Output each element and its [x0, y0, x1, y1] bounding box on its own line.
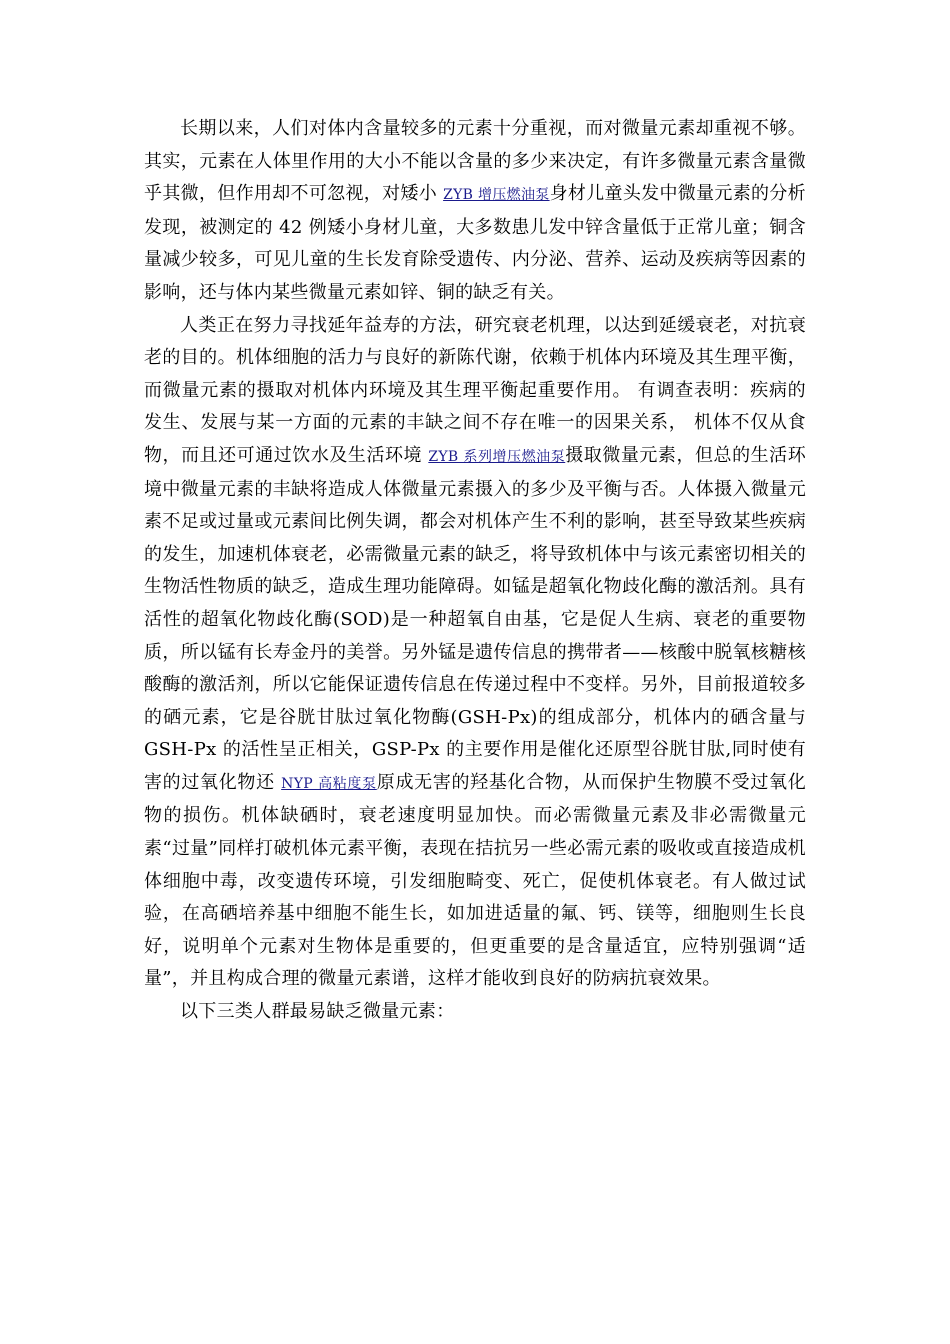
- paragraph-three-groups: [144, 996, 806, 1029]
- link-nyp-high-viscosity-pump[interactable]: NYP 高粘度泵: [281, 775, 377, 792]
- paragraph-text: 长期以来，人们对体内含量较多的元素十分重视，而对微量元素却重视不够。其实，元素在人体里作用的大小不能以含量的多少来决定，有许多微量元素含量微乎其微，但作用却不可忽视，对矮小: [144, 118, 806, 205]
- link-zyb-series-booster-fuel-pump[interactable]: ZYB 系列增压燃油泵: [428, 448, 566, 465]
- paragraph-text: 原成无害的羟基化合物，从而保护生物膜不受过氧化物的损伤。机体缺硒时，衰老速度明显加快。而必需微量元素及非必需微量元素“过量”同样打破机体元素平衡，表现在拮抗另一些必需元素的吸收或直接造成机体细胞中毒，改变遗传环境，引发细胞畸变、死亡，促使机体衰老。有人做过试验，在高硒培养基中细胞不能生长，如加进适量的氟、钙、镁等，细胞则生长良好，说明单个元素对生物体是重要的，但更重要的是含量适宜，应特别强调“适量”，并且构成合理的微量元素谱，这样才能收到良好的防病抗衰效果。: [144, 771, 806, 990]
- paragraph-text: 摄取微量元素，但总的生活环境中微量元素的丰缺将造成人体微量元素摄入的多少及平衡与否。人体摄入微量元素不足或过量或元素间比例失调，都会对机体产生不利的影响，甚至导致某些疾病的发生，加速机体衰老，必需微量元素的缺乏，将导致机体中与该元素密切相关的生物活性物质的缺乏，造成生理功能障碍。如锰是超氧化物歧化酶的激活剂。具有活性的超氧化物歧化酶(SOD)是一种超氧自由基，它是促人生病、衰老的重要物质，所以锰有长寿金丹的美誉。另外锰是遗传信息的携带者——核酸中脱氧核糖核酸酶的激活剂，所以它能保证遗传信息在传递过程中不变样。另外，目前报道较多的硒元素，它是谷胱甘肽过氧化物酶(GSH-Px)的组成部分，机体内的硒含量与 GSH-Px 的活性呈正相关，GSP-Px 的主要作用是催化还原型谷胱甘肽,同时使有害的过氧化物还: [144, 444, 806, 793]
- paragraph-text: 人类正在努力寻找延年益寿的方法，研究衰老机理，以达到延缓衰老，对抗衰老的目的。机体细胞的活力与良好的新陈代谢，依赖于机体内环境及其生理平衡，而微量元素的摄取对机体内环境及其生理平衡起重要作用。 有调查表明：疾病的发生、发展与某一方面的元素的丰缺之间不存在唯一的因果关系， 机体不仅从食物，而且还可通过饮水及生活环境: [144, 314, 806, 466]
- paragraph-anti-aging: [144, 310, 806, 996]
- paragraph-text: 身材儿童头发中微量元素的分析发现，被测定的 42 例矮小身材儿童，大多数患儿发中锌含量低于正常儿童；铜含量减少较多，可见儿童的生长发育除受遗传、内分泌、营养、运动及疾病等因素的影响，还与体内某些微量元素如锌、铜的缺乏有关。: [144, 183, 806, 303]
- paragraph-text: 以下三类人群最易缺乏微量元素：: [180, 1001, 455, 1023]
- link-zyb-booster-fuel-pump[interactable]: ZYB 增压燃油泵: [443, 187, 550, 204]
- paragraph-trace-elements-children: [144, 113, 806, 310]
- document-page: [144, 113, 806, 1029]
